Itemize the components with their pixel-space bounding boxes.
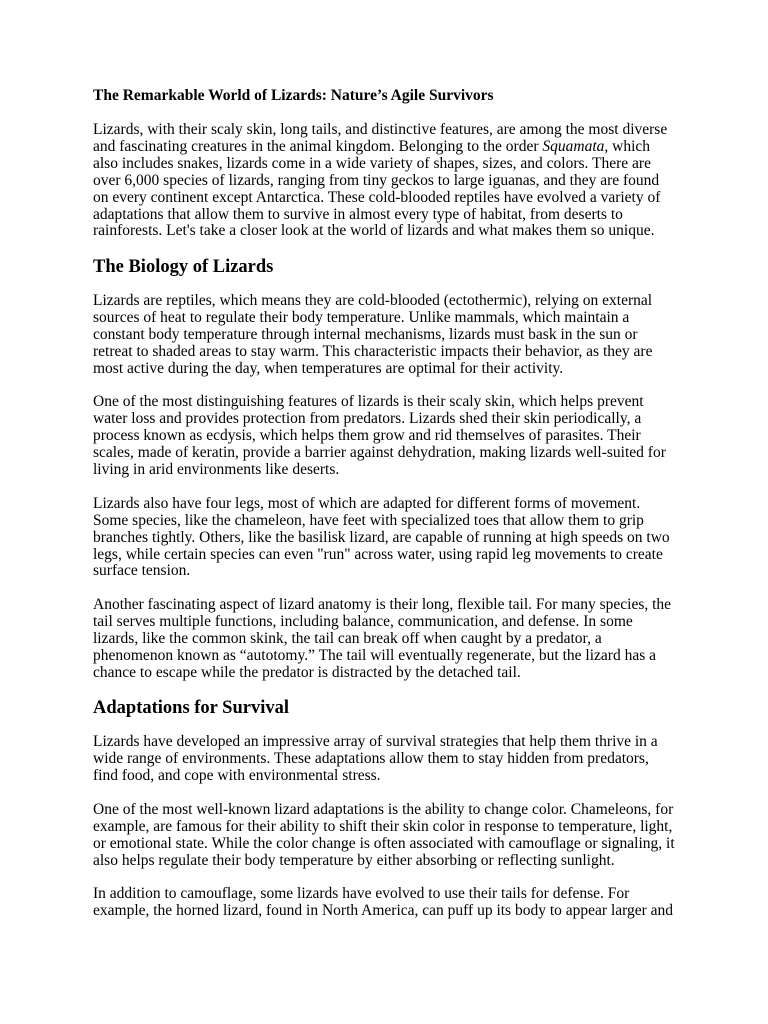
adaptations-paragraph: One of the most well-known lizard adaptations is the ability to change color. Chameleons, for example, are famous for their ability to shift their skin color in response to temperature, light, or emotional state. While the color change is often associated with camouflage or signaling, it also helps regulate their body temperature by either absorbing or reflecting sunlight. [93,800,675,869]
biology-paragraph: One of the most distinguishing features of lizards is their scaly skin, which helps prevent water loss and provides protection from predators. Lizards shed their skin periodically, a process known as ecdysis, which helps them grow and rid themselves of parasites. Their scales, made of keratin, provide a barrier against dehydration, making lizards well-suited for living in arid environments like deserts. [93,393,666,479]
section-heading-adaptations: Adaptations for Survival [93,698,289,719]
biology-paragraph: Another fascinating aspect of lizard anatomy is their long, flexible tail. For many species, the tail serves multiple functions, including balance, communication, and defense. In some lizards, like the common skink, the tail can break off when caught by a predator, a phenomenon known as “autotomy.” The tail will eventually regenerate, but the lizard has a chance to escape while the predator is distracted by the detached tail. [93,596,672,681]
section-heading-biology: The Biology of Lizards [93,257,274,278]
intro-text-start: Lizards, with their scaly skin, long tails, and distinctive features, are among the most diverse and fascinating creatures in the animal kingdom. Belonging to the order [93,121,668,155]
biology-paragraph: Lizards are reptiles, which means they are cold-blooded (ectothermic), relying on external sources of heat to regulate their body temperature. Unlike mammals, which maintain a constant body temperature through internal mechanisms, lizards must bask in the sun or retreat to shaded areas to stay warm. This characteristic impacts their behavior, as they are most active during the day, when temperatures are optimal for their activity. [93,292,653,377]
document-page [93,87,676,937]
document-title: The Remarkable World of Lizards: Nature’s Agile Survivors [93,87,494,104]
intro-text-end: , which also includes snakes, lizards come in a wide variety of shapes, sizes, and colors. There are over 6,000 species of lizards, ranging from tiny geckos to large iguanas, and they are found on every continent except Antarctica. These cold-blooded reptiles have evolved a variety of adaptations that allow them to survive in almost every type of habitat, from deserts to rainforests. Let's take a closer look at the world of lizards and what makes them so unique. [93,137,661,240]
intro-italic-term: Squamata [542,137,605,155]
adaptations-paragraph: Lizards have developed an impressive array of survival strategies that help them thrive in a wide range of environments. These adaptations allow them to stay hidden from predators, find food, and cope with environmental stress. [93,733,658,785]
intro-paragraph [93,122,676,240]
adaptations-paragraph: In addition to camouflage, some lizards have evolved to use their tails for defense. For example, the horned lizard, found in North America, can puff up its body to appear larger and [93,885,674,920]
biology-paragraph: Lizards also have four legs, most of which are adapted for different forms of movement. Some species, like the chameleon, have feet with specialized toes that allow them to grip branches tightly. Others, like the basilisk lizard, are capable of running at high speeds on two legs, while certain species can even "run" across water, using rapid leg movements to create surface tension. [93,494,670,580]
